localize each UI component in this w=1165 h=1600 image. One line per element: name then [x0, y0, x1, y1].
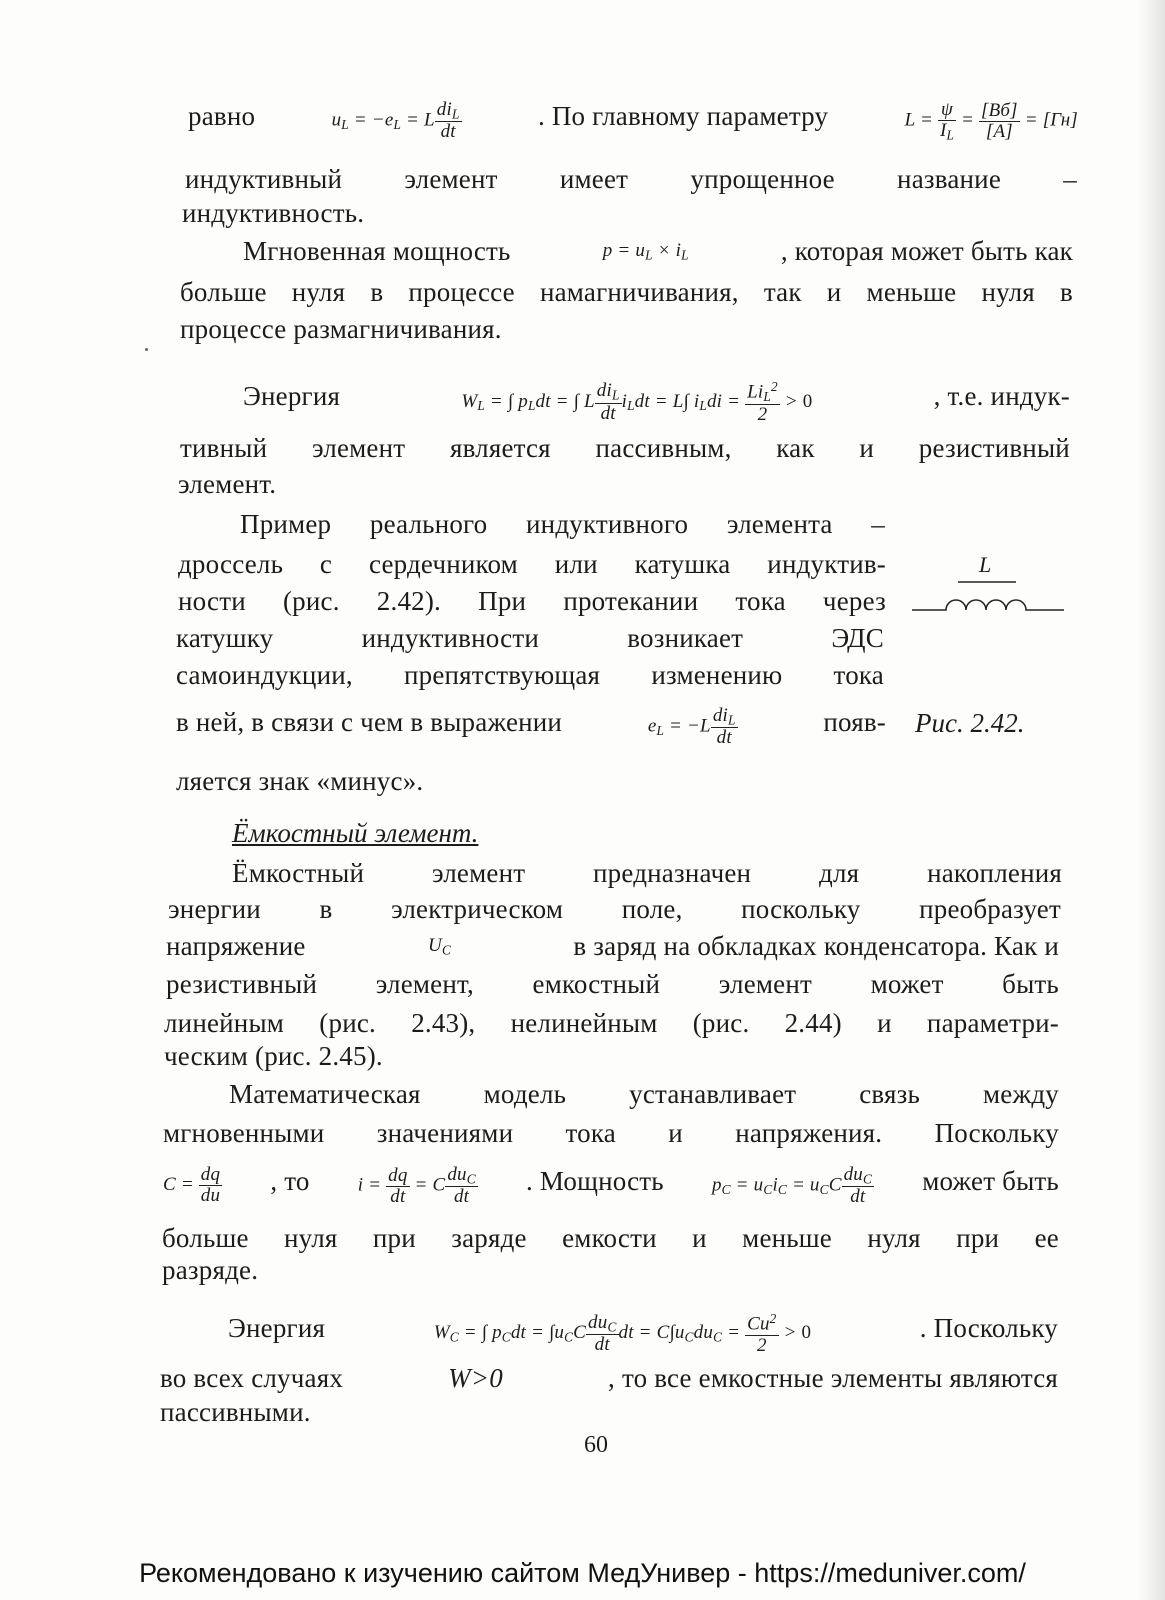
word: и	[877, 1008, 892, 1038]
word: ности	[178, 586, 246, 616]
word: протекании	[563, 586, 699, 616]
text-line	[178, 585, 886, 617]
word: значениями	[376, 1118, 514, 1148]
word: элемент	[431, 858, 526, 888]
text-line	[243, 235, 1073, 271]
word: самоиндукции,	[176, 660, 353, 690]
word: элемент,	[375, 969, 474, 999]
word: название	[897, 164, 1002, 194]
line-text: . Поскольку	[919, 1313, 1058, 1343]
word: реального	[369, 509, 488, 539]
line-text: Мгновенная мощность	[243, 236, 511, 266]
word: между	[983, 1079, 1059, 1109]
text-line: процессе размагничивания.	[180, 314, 502, 344]
line-text: , то	[270, 1166, 310, 1196]
word: тока	[833, 660, 884, 690]
line-text	[185, 163, 1077, 195]
word: 2.42).	[376, 586, 441, 616]
line-text	[232, 857, 1062, 889]
inductor-symbol	[908, 552, 1068, 622]
word: поскольку	[741, 894, 861, 924]
word: 2.44)	[784, 1008, 842, 1038]
line-text: равно	[188, 101, 256, 131]
text-line: разряде.	[162, 1255, 259, 1285]
word: устанавливает	[629, 1079, 797, 1109]
formula: L = $\frac{\psi}{I_L}$ = $\frac{[Вб]}{[A]}$ = [Гн]	[904, 99, 1078, 143]
word: индуктивный	[185, 164, 343, 194]
formula: $W_L$ = ∫ $p_Ldt$ = ∫ L $\frac{di_L}{dt}$ $i_Ldt = L\int$ $i_Ldi$ = $\frac{Li_L^2}{2}$ > 0	[461, 379, 813, 425]
line-text: , то все емкостные элементы являются	[608, 1363, 1058, 1393]
word: параметри-	[926, 1008, 1059, 1038]
word: как	[776, 433, 815, 463]
text-line	[176, 622, 884, 654]
word: нелинейным	[510, 1008, 658, 1038]
line-text: в ней, в связи с чем в выражении	[176, 707, 563, 737]
formula: $e_L = -L$ $\frac{di_L}{dt}$	[647, 705, 736, 749]
word: предназначен	[593, 858, 752, 888]
word: процессе	[408, 277, 515, 307]
line-text: Энергия	[243, 381, 341, 411]
line-text	[163, 1117, 1059, 1149]
word: для	[819, 858, 860, 888]
word: при	[956, 1223, 1000, 1253]
word: и	[668, 1118, 683, 1148]
word: пассивным,	[595, 433, 732, 463]
word: или	[554, 549, 598, 579]
line-text	[176, 622, 884, 654]
word: преобразует	[919, 894, 1061, 924]
text-line	[166, 968, 1059, 1000]
inline-math: W>0	[448, 1363, 503, 1393]
text-line	[243, 380, 1070, 425]
line-text	[164, 1007, 1059, 1039]
word: Поскольку	[934, 1118, 1059, 1148]
line-text: во всех случаях	[160, 1363, 344, 1393]
word: элемент	[311, 433, 406, 463]
page-number: 60	[584, 1432, 608, 1458]
line-text	[166, 968, 1059, 1000]
word: в	[319, 894, 333, 924]
text-line	[163, 1117, 1059, 1149]
line-text	[178, 585, 886, 617]
word: препятствующая	[403, 660, 601, 690]
text-line	[240, 508, 885, 540]
word: упрощенное	[690, 164, 835, 194]
word: и	[692, 1223, 707, 1253]
text-line	[178, 548, 886, 580]
word: элемента	[726, 509, 833, 539]
scan-speck	[145, 348, 148, 351]
word: быть	[1002, 969, 1059, 999]
word: через	[822, 586, 886, 616]
formula: $p = u_L \times i_L$	[602, 240, 689, 263]
text-line	[188, 100, 1078, 142]
word: является	[449, 433, 551, 463]
word: возникает	[627, 623, 744, 653]
line-text: появ-	[823, 707, 886, 737]
word: (рис.	[319, 1008, 376, 1038]
word: тивный	[180, 433, 268, 463]
line-text	[178, 548, 886, 580]
line-text: Энергия	[228, 1313, 326, 1343]
word: индуктив-	[767, 549, 886, 579]
word: При	[478, 586, 527, 616]
line-text	[162, 1222, 1059, 1254]
word: напряжения.	[735, 1118, 883, 1148]
text-line	[166, 930, 1059, 966]
word: –	[871, 509, 885, 539]
word: нуля	[284, 1223, 338, 1253]
word: катушку	[176, 623, 274, 653]
formula: i = $\frac{dq}{dt}$ = C $\frac{du_C}{dt}$	[357, 1164, 476, 1208]
word: больше	[162, 1223, 249, 1253]
word: намагничивания,	[539, 277, 739, 307]
word: индуктивного	[526, 509, 689, 539]
formula: $W_C$ = ∫ $p_Cdt = \int u_CC$ $\frac{du_C}{dt}$ dt = $C\int u_Cdu_C$ = $\frac{Cu^2}{2}$ > 0	[433, 1311, 812, 1356]
word: емкостный	[532, 969, 661, 999]
text-line: элемент.	[178, 469, 277, 499]
line-text	[180, 276, 1073, 308]
text-line	[232, 857, 1062, 889]
word: элемент	[404, 164, 498, 194]
word: Математическая	[229, 1079, 421, 1109]
word: емкости	[562, 1223, 657, 1253]
word: нуля	[867, 1223, 921, 1253]
figure-caption: Рис. 2.42.	[915, 708, 1025, 738]
word: может	[870, 969, 944, 999]
word: сердечником	[368, 549, 518, 579]
text-line	[228, 1312, 1058, 1356]
word: при	[372, 1223, 416, 1253]
word: (рис.	[692, 1008, 750, 1038]
word: Ёмкостный	[232, 858, 365, 888]
footer-watermark: Рекомендовано к изучению сайтом МедУнивер - https://meduniver.com/	[139, 1558, 1026, 1588]
page-edge-shadow	[1137, 0, 1165, 1600]
text-line: ляется знак «минус».	[176, 766, 424, 796]
word: в	[370, 277, 384, 307]
line-text: в заряд на обкладках конденсатора. Как и	[573, 931, 1059, 961]
line-text	[168, 893, 1061, 925]
text-line	[160, 1362, 1058, 1394]
text-line: ческим (рис. 2.45).	[164, 1041, 383, 1071]
word: в	[1060, 277, 1073, 307]
line-text	[176, 659, 884, 691]
word: энергии	[168, 894, 261, 924]
section-heading: Ёмкостный элемент.	[232, 818, 479, 848]
formula: $u_L = -e_L = L$ $\frac{di_L}{dt}$	[331, 99, 460, 143]
word: тока	[735, 586, 786, 616]
text-line	[180, 432, 1070, 464]
word: больше	[180, 277, 267, 307]
word: 2.43),	[411, 1008, 476, 1038]
formula: $U_C$	[428, 935, 452, 958]
word: линейным	[164, 1008, 285, 1038]
text-line: пассивными.	[160, 1397, 311, 1427]
word: –	[1063, 164, 1077, 194]
text-line	[162, 1222, 1059, 1254]
word: Пример	[240, 509, 332, 539]
text-line	[164, 1007, 1059, 1039]
word: заряде	[451, 1223, 527, 1253]
word: связь	[859, 1079, 921, 1109]
inductor-label: L	[979, 552, 992, 577]
word: индуктивности	[361, 623, 539, 653]
line-text: может быть	[922, 1166, 1059, 1196]
formula: $p_C = u_Ci_C = u_CC$ $\frac{du_C}{dt}$	[711, 1164, 873, 1208]
word: накопления	[927, 858, 1062, 888]
line-text: , которая может быть как	[780, 236, 1073, 266]
word: с	[319, 549, 333, 579]
word: ее	[1034, 1223, 1059, 1253]
word: ЭДС	[831, 623, 884, 653]
word: поле,	[621, 894, 683, 924]
line-text: . Мощность	[525, 1166, 664, 1196]
word: меньше	[742, 1223, 832, 1253]
line-text: , т.е. индук-	[933, 381, 1070, 411]
text-line	[229, 1078, 1059, 1110]
text-line	[168, 893, 1061, 925]
word: и	[826, 277, 842, 307]
word: дроссель	[178, 549, 284, 579]
line-text: . По главному параметру	[537, 101, 829, 131]
word: резистивный	[166, 969, 318, 999]
line-text	[240, 508, 885, 540]
text-line	[176, 706, 886, 748]
word: электрическом	[391, 894, 564, 924]
text-line	[180, 276, 1073, 308]
word: имеет	[559, 164, 629, 194]
text-line: индуктивность.	[182, 198, 365, 228]
line-text	[180, 432, 1070, 464]
word: нуля	[291, 277, 346, 307]
word: (рис.	[282, 586, 340, 616]
inductor-coil	[912, 600, 1064, 610]
word: меньше	[866, 277, 957, 307]
word: модель	[483, 1079, 567, 1109]
word: резистивный	[918, 433, 1070, 463]
word: элемент	[718, 969, 812, 999]
word: мгновенными	[163, 1118, 325, 1148]
word: катушка	[634, 549, 731, 579]
text-line	[163, 1165, 1059, 1207]
text-line	[176, 659, 884, 691]
word: и	[859, 433, 875, 463]
line-text: напряжение	[166, 931, 306, 961]
line-text	[229, 1078, 1059, 1110]
word: нуля	[981, 277, 1035, 307]
word: тока	[565, 1118, 616, 1148]
text-line	[185, 163, 1077, 195]
word: изменению	[651, 660, 783, 690]
formula: C = $\frac{dq}{du}$	[163, 1164, 221, 1206]
word: так	[763, 277, 802, 307]
